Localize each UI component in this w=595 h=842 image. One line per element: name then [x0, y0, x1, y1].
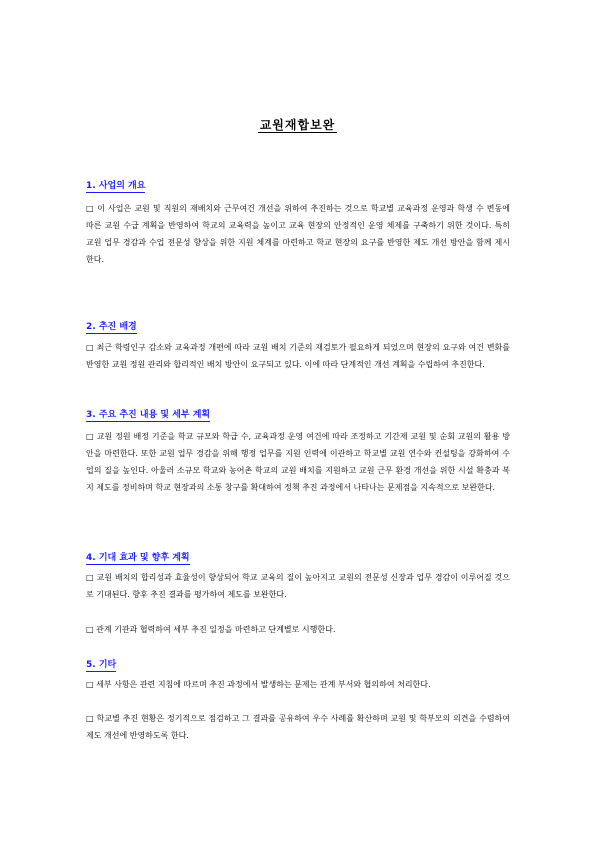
- section-paragraph-5b: □ 학교별 추진 현황은 정기적으로 점검하고 그 결과를 공유하여 우수 사례를 확산하며 교원 및 학부모의 의견을 수렴하여 제도 개선에 반영하도록 한다.: [86, 714, 510, 740]
- section-paragraph-3: □ 교원 정원 배정 기준을 학교 규모와 학급 수, 교육과정 운영 여건에 따라 조정하고 기간제 교원 및 순회 교원의 활용 방안을 마련한다. 또한 교원 업무 경감을 위해 행정 업무를 지원 인력에 이관하고 학교별 교원 연수와 컨설팅을 강화하여 수업의 질을 높인다. 아울러 소규모 학교와 농어촌 학교의 교원 배치를 지원하고 교원 근무 환경 개선을 위한 시설 확충과 복지 제도를 정비하며 학교 현장과의 소통 창구를 확대하여 정책 추진 과정에서 나타나는 문제점을 지속적으로 보완한다.: [86, 432, 510, 492]
- section-heading-5: 5. 기타: [86, 660, 117, 670]
- section-paragraph-2: □ 최근 학령인구 감소와 교육과정 개편에 따라 교원 배치 기준의 재검토가 필요하게 되었으며 현장의 요구와 여건 변화를 반영한 교원 정원 관리와 합리적인 배치 방안이 요구되고 있다. 이에 따라 단계적인 개선 계획을 수립하여 추진한다.: [86, 343, 510, 369]
- document-title: 교원재합보완: [259, 118, 336, 132]
- section-paragraph-4b: □ 관계 기관과 협력하여 세부 추진 일정을 마련하고 단계별로 시행한다.: [86, 625, 336, 634]
- section-heading-4: 4. 기대 효과 및 향후 계획: [86, 553, 190, 563]
- section-heading-3: 3. 주요 추진 내용 및 세부 계획: [86, 410, 211, 420]
- section-paragraph-1: □ 이 사업은 교원 및 직원의 재배치와 근무여건 개선을 위하여 추진하는 것으로 학교별 교육과정 운영과 학생 수 변동에 따른 교원 수급 계획을 반영하여 학교의 교육력을 높이고 교육 현장의 안정적인 운영 체제를 구축하기 위한 것이다. 특히 교원 업무 경감과 수업 전문성 향상을 위한 지원 체계를 마련하고 학교 현장의 요구를 반영한 제도 개선 방안을 함께 제시한다.: [86, 204, 510, 264]
- section-heading-2: 2. 추진 배경: [86, 322, 137, 332]
- section-paragraph-4a: □ 교원 배치의 합리성과 효율성이 향상되어 학교 교육의 질이 높아지고 교원의 전문성 신장과 업무 경감이 이루어질 것으로 기대된다. 향후 추진 결과를 평가하여 제도를 보완한다.: [86, 573, 510, 599]
- section-heading-1: 1. 사업의 개요: [86, 181, 146, 191]
- section-paragraph-5a: □ 세부 사항은 관련 지침에 따르며 추진 과정에서 발생하는 문제는 관계 부서와 협의하여 처리한다.: [86, 680, 431, 689]
